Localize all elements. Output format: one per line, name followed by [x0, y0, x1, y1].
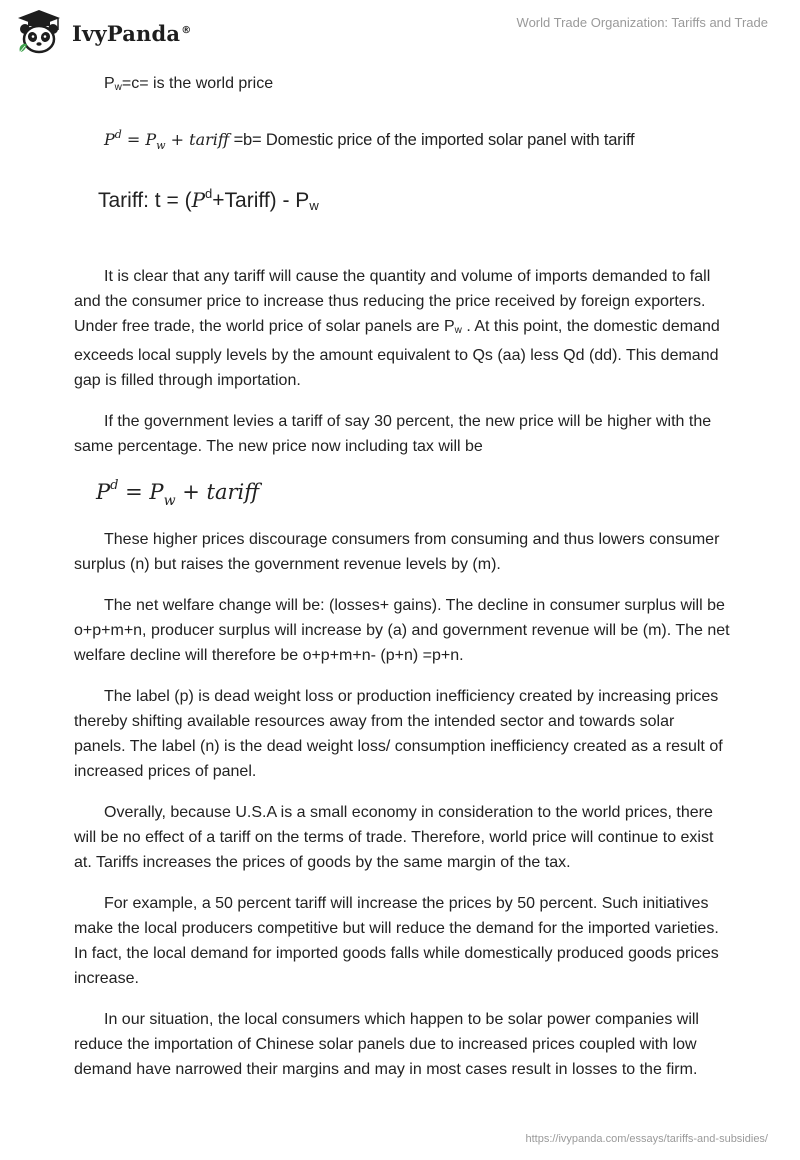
domestic-price-formula: $P^d = P_w$ + tariff =b= Domestic price of the imported solar panel with tariff: [104, 128, 635, 152]
essay-body: [74, 74, 730, 1082]
ivypanda-logo[interactable]: [14, 8, 191, 58]
paragraph: In our situation, the local consumers which happen to be solar power companies will reduce the importation of Chinese solar panels due to increased prices coupled with low demand have narrowed their margins and may in most cases result in losses to the firm.: [74, 1011, 699, 1078]
registered-mark: ®: [181, 24, 192, 36]
page-header: [0, 0, 800, 60]
world-price-definition: $P_w=c=$ is the world price: [104, 75, 274, 93]
source-url-link[interactable]: https://ivypanda.com/essays/tariffs-and-subsidies/: [525, 1133, 768, 1145]
document-title: World Trade Organization: Tariffs and Trade: [516, 15, 768, 30]
paragraph: For example, a 50 percent tariff will increase the prices by 50 percent. Such initiatives make the local producers competitive but will reduce the demand for the imported varieties. In fact, the local demand for imported goods falls while domestically produced goods prices increase.: [74, 895, 719, 987]
paragraph: If the government levies a tariff of say 30 percent, the new price will be higher with the same percentage. The new price now including tax will be: [74, 413, 712, 455]
paragraph: Overally, because U.S.A is a small economy in consideration to the world prices, there will be no effect of a tariff on the terms of trade. Therefore, world price will continue to exist at. Tariffs increases the prices of goods by the same margin of the tax.: [74, 804, 714, 871]
panda-graduate-icon: [14, 8, 64, 58]
paragraph: The net welfare change will be: (losses+ gains). The decline in consumer surplus will be o+p+m+n, producer surplus will increase by (a) and government revenue will be (m). The net welfare decline will therefore be o+p+m+n- (p+n) =p+n.: [74, 597, 730, 664]
logo-wordmark: IvyPanda®: [72, 20, 192, 46]
paragraph: It is clear that any tariff will cause the quantity and volume of imports demanded to fall and the consumer price to increase thus reducing the price received by foreign exporters. Under free trade, the world price of solar panels are $P_w$ . At this point, the domestic demand exceeds local supply levels by the amount equivalent to Qs (aa) less Qd (dd). This demand gap is filled through importation.: [74, 268, 720, 389]
paragraph: These higher prices discourage consumers from consuming and thus lowers consumer surplus (n) but raises the government revenue levels by (m).: [74, 531, 720, 573]
tariff-definition-formula: Tariff: $t = (P^d+Tariff) - Pw$: [98, 186, 319, 213]
new-price-formula: $P^d = P_w$ + tariff: [96, 478, 260, 509]
paragraph: The label (p) is dead weight loss or production inefficiency created by increasing prices thereby shifting available resources away from the intended sector and towards solar panels. The label (n) is the dead weight loss/ consumption inefficiency created as a result of increased prices of panel.: [74, 688, 723, 780]
